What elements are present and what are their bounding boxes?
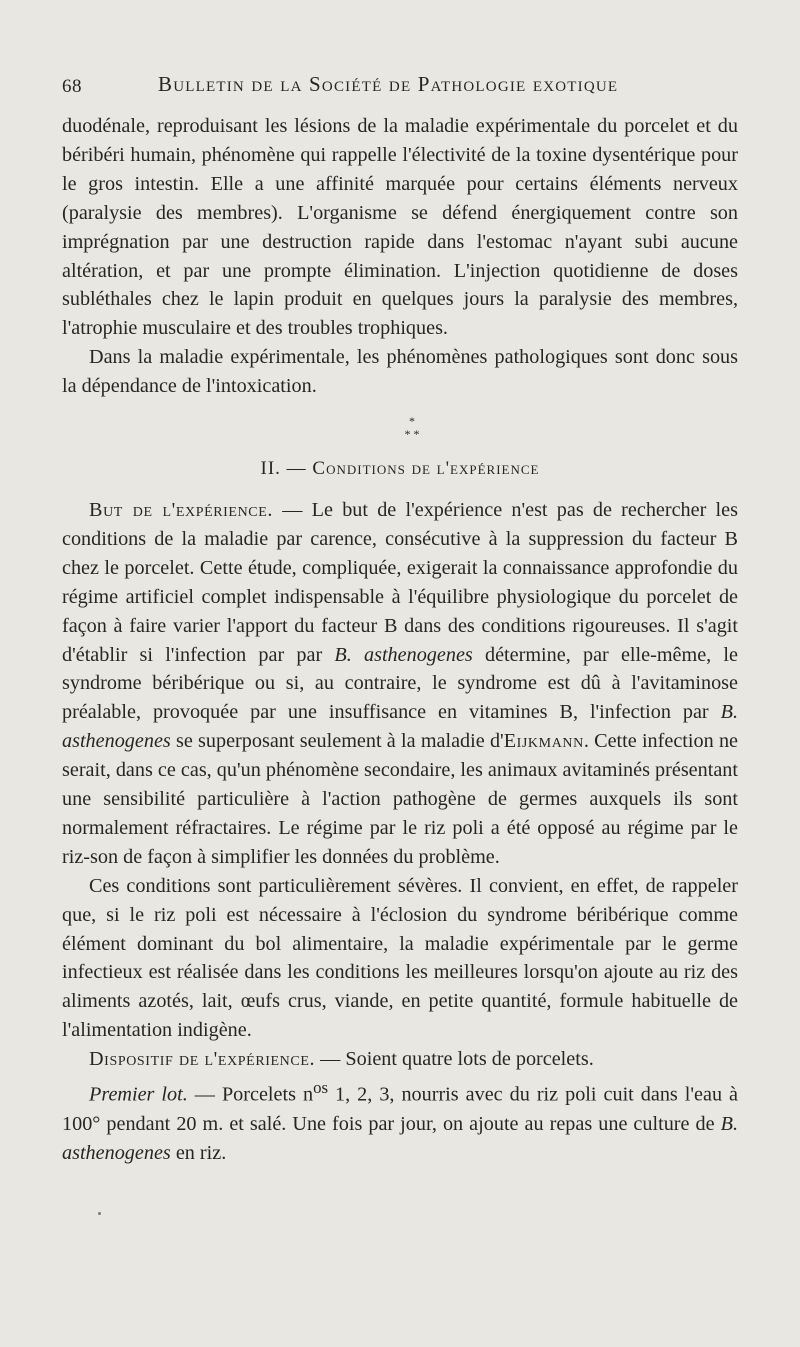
dispositif-text: — Soient quatre lots de porcelets. [315, 1048, 594, 1071]
species-name-2: B. asthenogenes [62, 701, 738, 753]
paragraph-2: Dans la maladie expérimentale, les phénomènes pathologiques sont donc sous la dépendance de l'intoxication. [62, 346, 738, 398]
section-separator [62, 415, 738, 441]
premier-text-3: en riz. [170, 1141, 227, 1164]
paragraph-but [62, 496, 738, 872]
paragraph-dispositif [62, 1045, 738, 1074]
running-title: Bulletin de la Société de Pathologie exotique [158, 72, 619, 96]
but-heading: But de l'expérience. [89, 498, 274, 521]
premier-text-1: — Porcelets n [187, 1083, 314, 1106]
section-title: II. — Conditions de l'expérience [260, 458, 540, 480]
body-text [62, 112, 738, 1168]
premier-lot-heading: Premier lot. [89, 1083, 188, 1106]
dispositif-heading: Dispositif de l'expérience. [89, 1048, 316, 1071]
paragraph-1: duodénale, reproduisant les lésions de la maladie expérimentale du porcelet et du béribéri humain, phénomène qui rappelle l'électivité de la toxine dysentérique pour le gros intestin. Elle a une affinité marquée pour certains éléments nerveux (paralysie des membres). L'organisme se défend énergiquement contre son imprégnation par une destruction rapide dans l'estomac n'ayant subi aucune altération, et par une prompte élimination. L'injection quotidienne de doses subléthales chez le lapin produit en quelques jours la paralysie des membres, l'atrophie musculaire et des troubles trophiques. [62, 115, 738, 340]
but-text-3: se superposant seulement à la maladie d' [170, 730, 504, 753]
but-text-4: . Cette infection ne serait, dans ce cas, qu'un phénomène secondaire, les animaux avitaminés présentant une sensibilité particulière à l'action pathogène de germes auxquels ils sont normalement réfractaires. Le régime par le riz poli a été opposé au régime par le riz-son de façon à simplifier les données du problème. [62, 730, 738, 868]
species-name-1: B. asthenogenes [334, 643, 473, 666]
premier-text-2: 1, 2, 3, nourris avec du riz poli cuit dans l'eau à 100° pendant 20 m. et salé. Une fois par jour, on ajoute au repas une culture de [62, 1083, 739, 1135]
numero-superscript: os [313, 1078, 329, 1098]
paragraph-premier-lot [62, 1074, 738, 1167]
but-text-1: — Le but de l'expérience n'est pas de rechercher les conditions de la maladie par carence, consécutive à la suppression du facteur B chez le porcelet. Cette étude, compliquée, exigerait la connaissance approfondie du régime artificiel complet indispensable à l'équilibre physiologique du porcelet de façon à faire varier l'apport du facteur B dans des conditions rigoureuses. Il s'agit d'établir si l'infection par par [62, 498, 738, 666]
author-name: Eijkmann [503, 730, 584, 753]
paragraph-conditions: Ces conditions sont particulièrement sévères. Il convient, en effet, de rappeler que, si le riz poli est nécessaire à l'éclosion du syndrome béribérique comme élément dominant du bol alimentaire, la maladie expérimentale par le germe infectieux est réalisée dans les conditions les meilleures lorsqu'on ajoute au riz des aliments azotés, lait, œufs crus, viande, en petite quantité, formule habituelle de l'alimentation indigène. [62, 874, 738, 1042]
separator-bottom-stars: * * [404, 427, 420, 442]
page-number: 68 [62, 76, 82, 97]
stray-ink-dot [98, 1212, 101, 1215]
but-text-2: détermine, par elle-même, le syndrome béribérique ou si, au contraire, le syndrome est dû à l'avitaminose préalable, provoquée par une insuffisance en vitamines B, l'infection par [62, 643, 738, 724]
separator-top-star: * [409, 414, 415, 429]
species-name-3: B. asthenogenes [62, 1112, 738, 1164]
